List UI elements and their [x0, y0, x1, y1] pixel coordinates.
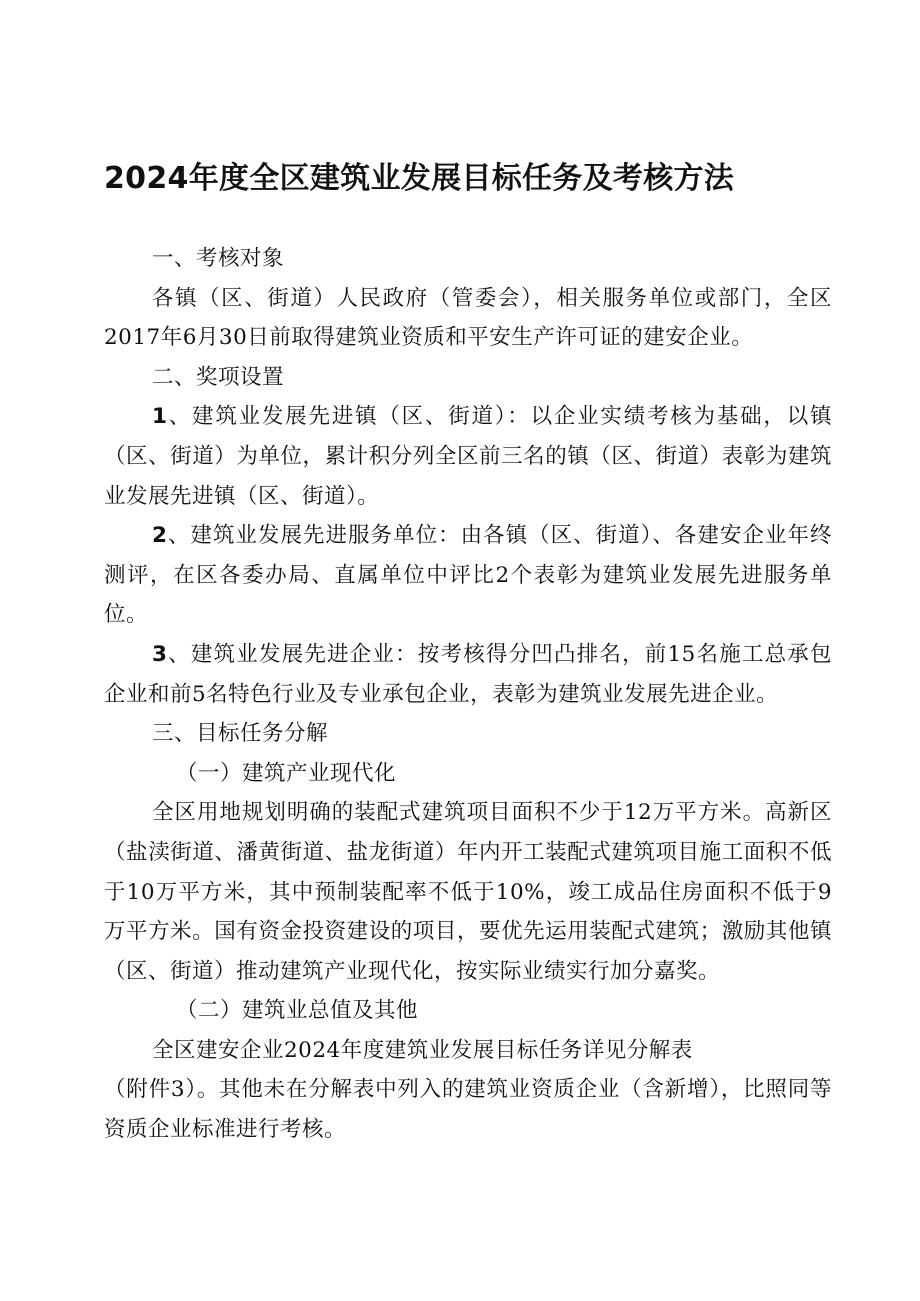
award-item-number: 1 — [152, 404, 168, 430]
section-heading-2: 二、奖项设置 — [152, 364, 285, 390]
award-item-1 — [104, 397, 832, 516]
paragraph-assessment-targets: 各镇（区、街道）人民政府（管委会），相关服务单位或部门，全区2017年6月30日前取得建筑业资质和平安生产许可证的建安企业。 — [104, 285, 832, 351]
award-item-text: 、建筑业发展先进企业：按考核得分凹凸排名，前15名施工总承包企业和前5名特色行业及专业承包企业，表彰为建筑业发展先进企业。 — [104, 641, 832, 707]
section-heading-1: 一、考核对象 — [152, 246, 285, 271]
paragraph-construction-modernization: 全区用地规划明确的装配式建筑项目面积不少于12万平方米。高新区（盐渎街道、潘黄街道、盐龙街道）年内开工装配式建筑项目施工面积不低于10万平方米，其中预制装配率不低于10%，竣工成品住房面积不低于9万平方米。国有资金投资建设的项目，要优先运用装配式建筑；激励其他镇（区、街道）推动建筑产业现代化，按实际业绩实行加分嘉奖。 — [104, 800, 832, 984]
document-body — [104, 239, 832, 1150]
award-item-number: 3 — [152, 641, 168, 667]
award-item-number: 2 — [152, 523, 168, 549]
paragraph-output-value-line2: （附件3）。其他未在分解表中列入的建筑业资质企业（含新增），比照同等资质企业标准进行考核。 — [104, 1077, 832, 1143]
paragraph-output-value-line1: 全区建安企业2024年度建筑业发展目标任务详见分解表 — [152, 1037, 693, 1063]
document-title: 2024年度全区建筑业发展目标任务及考核方法 — [104, 161, 735, 196]
award-item-text: 、建筑业发展先进服务单位：由各镇（区、街道）、各建安企业年终测评，在区各委办局、直属单位中评比2个表彰为建筑业发展先进服务单位。 — [104, 523, 832, 628]
award-item-text: 、建筑业发展先进镇（区、街道）：以企业实绩考核为基础，以镇（区、街道）为单位，累计积分列全区前三名的镇（区、街道）表彰为建筑业发展先进镇（区、街道）。 — [104, 404, 832, 509]
section-heading-3: 三、目标任务分解 — [152, 721, 329, 747]
subsection-heading-2: （二）建筑业总值及其他 — [176, 998, 419, 1024]
award-item-2 — [104, 516, 832, 635]
subsection-heading-1: （一）建筑产业现代化 — [176, 760, 397, 786]
award-item-3 — [104, 635, 832, 714]
